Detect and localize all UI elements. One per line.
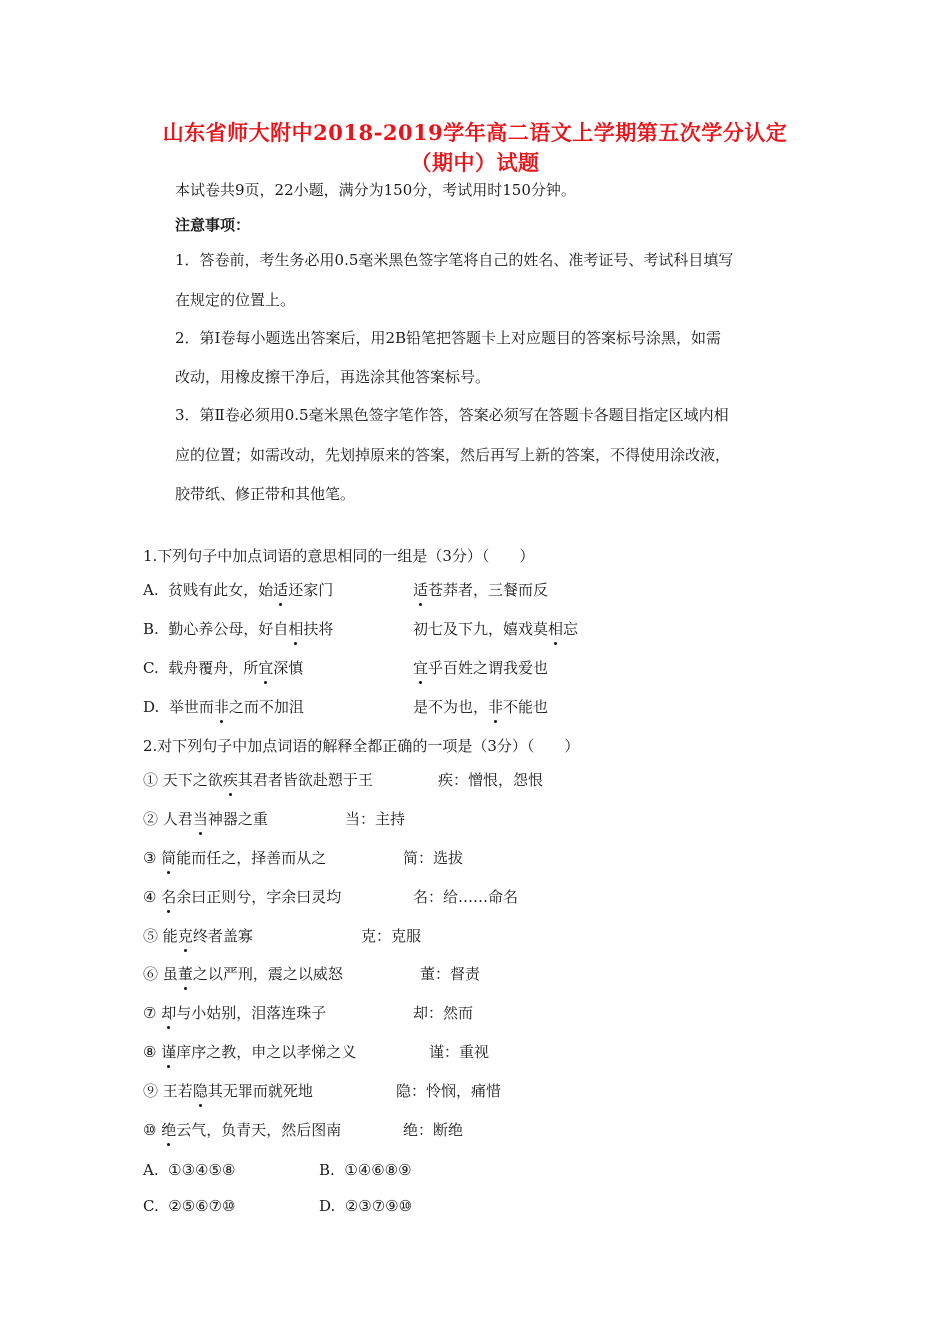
notice-line: 应的位置；如需改动，先划掉原来的答案，然后再写上新的答案，不得使用涂改液， <box>175 446 731 464</box>
dotted-word: 宜 <box>413 659 429 677</box>
item-explanation: 绝：断绝 <box>403 1121 464 1139</box>
option-c-right: 宜乎百姓之谓我爱也 <box>413 659 549 677</box>
dotted-word: 相 <box>288 620 304 638</box>
q2-item: ⑧ 谨庠序之教，申之以孝悌之义 谨：重视 <box>143 1043 490 1061</box>
dotted-word: 当 <box>192 810 208 828</box>
q2-item: ④ 名余曰正则兮，字余曰灵均 名：给……命名 <box>143 888 519 906</box>
dotted-word: 董 <box>177 965 193 983</box>
dotted-word: 却 <box>161 1004 177 1022</box>
option-label: C. <box>143 659 159 677</box>
notice-line: 在规定的位置上。 <box>175 291 296 309</box>
q2-item: ⑤ 能克终者盖寡 克：克服 <box>143 927 422 945</box>
question-1-stem: 1.下列句子中加点词语的意思相同的一组是（3分）（ ） <box>143 547 535 565</box>
notice-line: 1．答卷前，考生务必用0.5毫米黑色签字笔将自己的姓名、准考证号、考试科目填写 <box>175 251 734 269</box>
item-explanation: 克：克服 <box>361 927 422 945</box>
dotted-word: 名 <box>161 888 177 906</box>
choice-b <box>319 1160 412 1180</box>
dotted-word: 隐 <box>192 1082 208 1100</box>
q1-option-d: D. 举世而非之而不加沮 是不为也，非不能也 <box>143 698 549 716</box>
notice-heading: 注意事项： <box>175 216 251 234</box>
choice-label: A. <box>143 1161 159 1179</box>
q2-item: ③ 简能而任之，择善而从之 简：选拔 <box>143 849 464 867</box>
question-2-stem: 2.对下列句子中加点词语的解释全都正确的一项是（3分）（ ） <box>143 737 580 755</box>
option-a-right: 适苍莽者，三餐而反 <box>413 581 549 599</box>
item-explanation: 疾：憎恨，怨恨 <box>438 771 544 789</box>
choice-value: ①③④⑤⑧ <box>168 1161 236 1179</box>
q2-item: ⑨ 王若隐其无罪而就死地 隐：怜悯，痛惜 <box>143 1082 502 1100</box>
title-line-2: （期中）试题 <box>410 150 540 175</box>
item-explanation: 名：给……命名 <box>413 888 519 906</box>
option-b-right: 初七及下九，嬉戏莫相忘 <box>413 620 579 638</box>
item-explanation: 简：选拔 <box>403 849 464 867</box>
dotted-word: 适 <box>413 581 429 599</box>
choice-value: ②⑤⑥⑦⑩ <box>168 1197 236 1215</box>
item-explanation: 董：督责 <box>420 965 481 983</box>
option-label: A. <box>143 581 159 599</box>
q2-item: ⑥ 虽董之以严刑，震之以威怒 董：督责 <box>143 965 481 983</box>
q2-item: ⑩ 绝云气，负青天，然后图南 绝：断绝 <box>143 1121 464 1139</box>
choice-d <box>319 1196 412 1216</box>
dotted-word: 克 <box>177 927 193 945</box>
choice-label: B. <box>319 1161 335 1179</box>
q2-choice-row <box>143 1160 843 1180</box>
q2-choice-row <box>143 1196 843 1216</box>
item-explanation: 却：然而 <box>413 1004 474 1022</box>
q1-option-b: B. 勤心养公母，好自相扶将 初七及下九，嬉戏莫相忘 <box>143 620 579 638</box>
exam-intro: 本试卷共9页，22小题，满分为150分，考试用时150分钟。 <box>175 181 576 199</box>
dotted-word: 相 <box>548 620 564 638</box>
option-label: B. <box>143 620 159 638</box>
dotted-word: 宜 <box>258 659 274 677</box>
dotted-word: 疾 <box>222 771 238 789</box>
q2-item: ② 人君当神器之重 当：主持 <box>143 810 406 828</box>
title-line-1: 山东省师大附中2018-2019学年高二语文上学期第五次学分认定 <box>162 120 788 145</box>
option-d-right: 是不为也，非不能也 <box>413 698 549 716</box>
q2-item: ⑦ 却与小姑别，泪落连珠子 却：然而 <box>143 1004 474 1022</box>
dotted-word: 非 <box>213 698 229 716</box>
q1-option-a: A. 贫贱有此女，始适还家门 适苍莽者，三餐而反 <box>143 581 549 599</box>
choice-value: ②③⑦⑨⑩ <box>344 1197 413 1215</box>
dotted-word: 简 <box>161 849 177 867</box>
dotted-word: 适 <box>273 581 289 599</box>
q1-option-c: C. 载舟覆舟，所宜深慎 宜乎百姓之谓我爱也 <box>143 659 549 677</box>
option-label: D. <box>143 698 160 716</box>
choice-label: D. <box>319 1197 336 1215</box>
item-explanation: 隐：怜悯，痛惜 <box>396 1082 502 1100</box>
choice-value: ①④⑥⑧⑨ <box>344 1161 412 1179</box>
dotted-word: 谨 <box>161 1043 177 1061</box>
notice-line: 2．第Ⅰ卷每小题选出答案后，用2B铅笔把答题卡上对应题目的答案标号涂黑，如需 <box>175 329 722 347</box>
choice-label: C. <box>143 1197 159 1215</box>
item-explanation: 谨：重视 <box>429 1043 490 1061</box>
notice-line: 改动，用橡皮擦干净后，再选涂其他答案标号。 <box>175 368 491 386</box>
item-explanation: 当：主持 <box>345 810 406 828</box>
notice-line: 3．第Ⅱ卷必须用0.5毫米黑色签字笔作答，答案必须写在答题卡各题目指定区域内相 <box>175 406 729 424</box>
document-title <box>120 118 830 178</box>
notice-line: 胶带纸、修正带和其他笔。 <box>175 485 356 503</box>
dotted-word: 非 <box>488 698 504 716</box>
dotted-word: 绝 <box>161 1121 177 1139</box>
q2-item: ① 天下之欲疾其君者皆欲赴愬于王 疾：憎恨，怨恨 <box>143 771 544 789</box>
